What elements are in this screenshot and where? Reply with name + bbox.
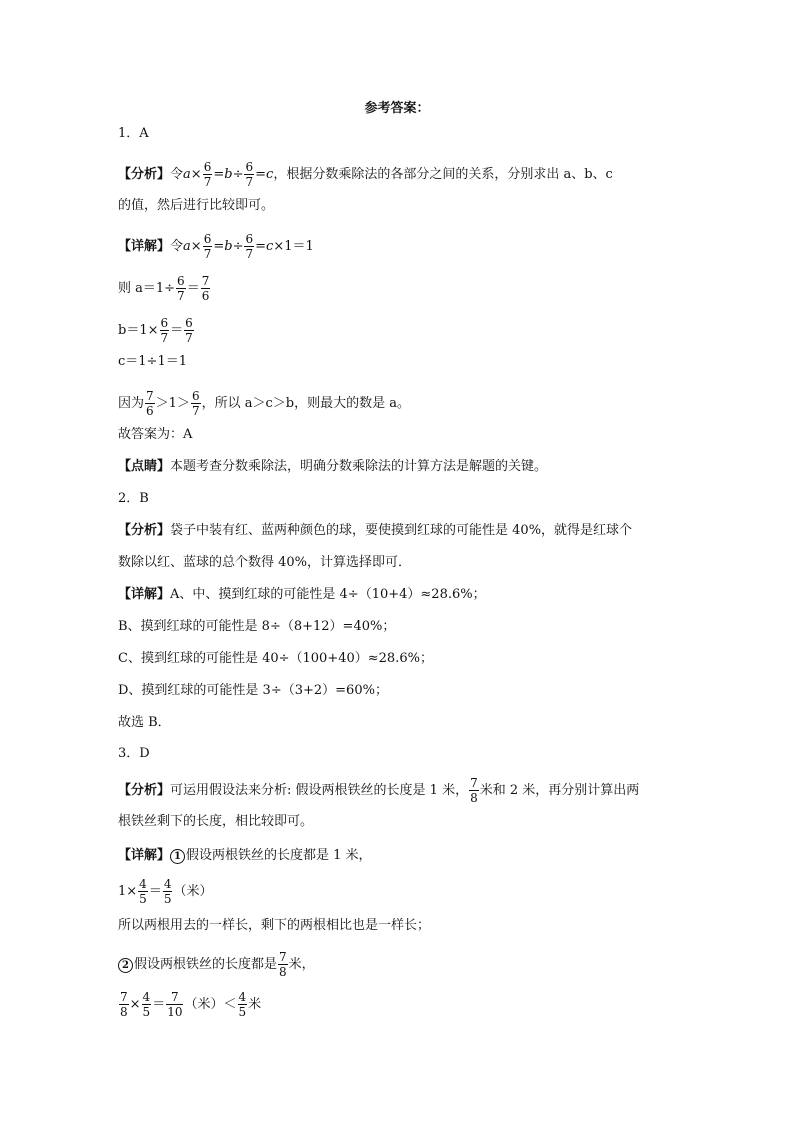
q1-calc-b: b＝1× $\frac{6}{7}$ ＝ $\frac{6}{7}$ (118, 316, 193, 345)
q3-same-line: 所以两根用去的一样长，剩下的两根相比也是一样长； (118, 918, 431, 933)
analysis-tag: 【分析】 (118, 523, 171, 538)
analysis-tag: 【分析】 (118, 167, 171, 182)
circled-number-2: 2 (118, 958, 133, 973)
q1-compare: 因为 $\frac{7}{6}$ ＞1＞ $\frac{6}{7}$ ，所以 a＞c＞b，则最大的数是 a。 (118, 389, 410, 418)
fraction: $\frac{4}{5}$ (142, 990, 151, 1019)
q3-calc-1: 1× $\frac{4}{5}$ ＝ $\frac{4}{5}$ （米） (118, 877, 213, 906)
q2-line-d: D、摸到红球的可能性是 3÷（3+2）=60%； (118, 683, 388, 698)
q2-header: 2．B (118, 491, 149, 506)
q3-calc-2: $\frac{7}{8}$ × $\frac{4}{5}$ ＝ $\frac{7}{10}$ （米）＜ $\frac{4}{5}$ 米 (120, 990, 262, 1019)
fraction: $\frac{4}{5}$ (238, 990, 247, 1019)
detail-tag: 【详解】 (118, 587, 171, 602)
q1-analysis-line-2: 的值，然后进行比较即可。 (118, 198, 275, 213)
q1-header: 1．A (118, 126, 149, 141)
fraction: $\frac{6}{7}$ (203, 160, 212, 189)
page-title: 参考答案： (364, 101, 430, 116)
q3-line-2: 2 假设两根铁丝的长度都是 $\frac{7}{8}$ 米， (118, 950, 315, 979)
q2-line-c: C、摸到红球的可能性是 40÷（100+40）≈28.6%； (118, 651, 433, 666)
fraction: $\frac{6}{7}$ (160, 316, 169, 345)
fraction: $\frac{7}{8}$ (279, 950, 287, 979)
fraction: $\frac{7}{8}$ (120, 990, 128, 1019)
fraction: $\frac{7}{10}$ (167, 990, 183, 1019)
detail-tag: 【详解】 (118, 848, 171, 863)
q1-detail-line: 【详解】令a× $\frac{6}{7}$ =b÷ $\frac{6}{7}$ =c×1＝1 (118, 232, 314, 261)
fraction: $\frac{7}{6}$ (201, 274, 210, 303)
fraction: $\frac{6}{7}$ (177, 274, 185, 303)
fraction: $\frac{4}{5}$ (139, 877, 147, 906)
q1-point: 【点睛】本题考查分数乘除法，明确分数乘除法的计算方法是解题的关键。 (118, 459, 548, 474)
fraction: $\frac{7}{6}$ (146, 389, 154, 418)
fraction: $\frac{6}{7}$ (245, 160, 254, 189)
fraction: $\frac{6}{7}$ (245, 232, 254, 261)
q3-analysis-line-1: 【分析】可运用假设法来分析: 假设两根铁丝的长度是 1 米， $\frac{7}{8}$ 米和 2 米，再分别计算出两 (118, 776, 640, 805)
point-tag: 【点睛】 (118, 459, 171, 474)
q2-analysis-line-1: 【分析】袋子中装有红、蓝两种颜色的球，要使摸到红球的可能性是 40%，就得是红球个 (118, 523, 633, 538)
q2-answer: 故选 B． (118, 715, 171, 730)
q1-answer: 故答案为：A (118, 427, 193, 442)
q2-line-b: B、摸到红球的可能性是 8÷（8+12）=40%； (118, 619, 396, 634)
detail-tag: 【详解】 (118, 239, 171, 254)
q1-calc-a: 则 a＝1÷ $\frac{6}{7}$ ＝ $\frac{7}{6}$ (118, 274, 210, 303)
fraction: $\frac{6}{7}$ (191, 389, 200, 418)
q1-analysis-line-1: 【分析】令a× $\frac{6}{7}$ =b÷ $\frac{6}{7}$ =c，根据分数乘除法的各部分之间的关系，分别求出 a、b、c (118, 160, 613, 189)
q2-detail-a: 【详解】A、中、摸到红球的可能性是 4÷（10+4）≈28.6%； (118, 587, 486, 602)
q3-header: 3．D (118, 746, 150, 761)
q3-analysis-line-2: 根铁丝剩下的长度，相比较即可。 (118, 814, 314, 829)
fraction: $\frac{6}{7}$ (203, 232, 212, 261)
fraction: $\frac{6}{7}$ (185, 316, 193, 345)
fraction: $\frac{7}{8}$ (470, 776, 478, 805)
q2-analysis-line-2: 数除以红、蓝球的总个数得 40%，计算选择即可． (118, 555, 412, 570)
q3-detail-line: 【详解】 1 假设两根铁丝的长度都是 1 米， (118, 848, 372, 863)
fraction: $\frac{4}{5}$ (163, 877, 172, 906)
analysis-tag: 【分析】 (118, 783, 171, 798)
q1-calc-c: c＝1÷1＝1 (118, 354, 187, 369)
circled-number-1: 1 (170, 849, 185, 864)
